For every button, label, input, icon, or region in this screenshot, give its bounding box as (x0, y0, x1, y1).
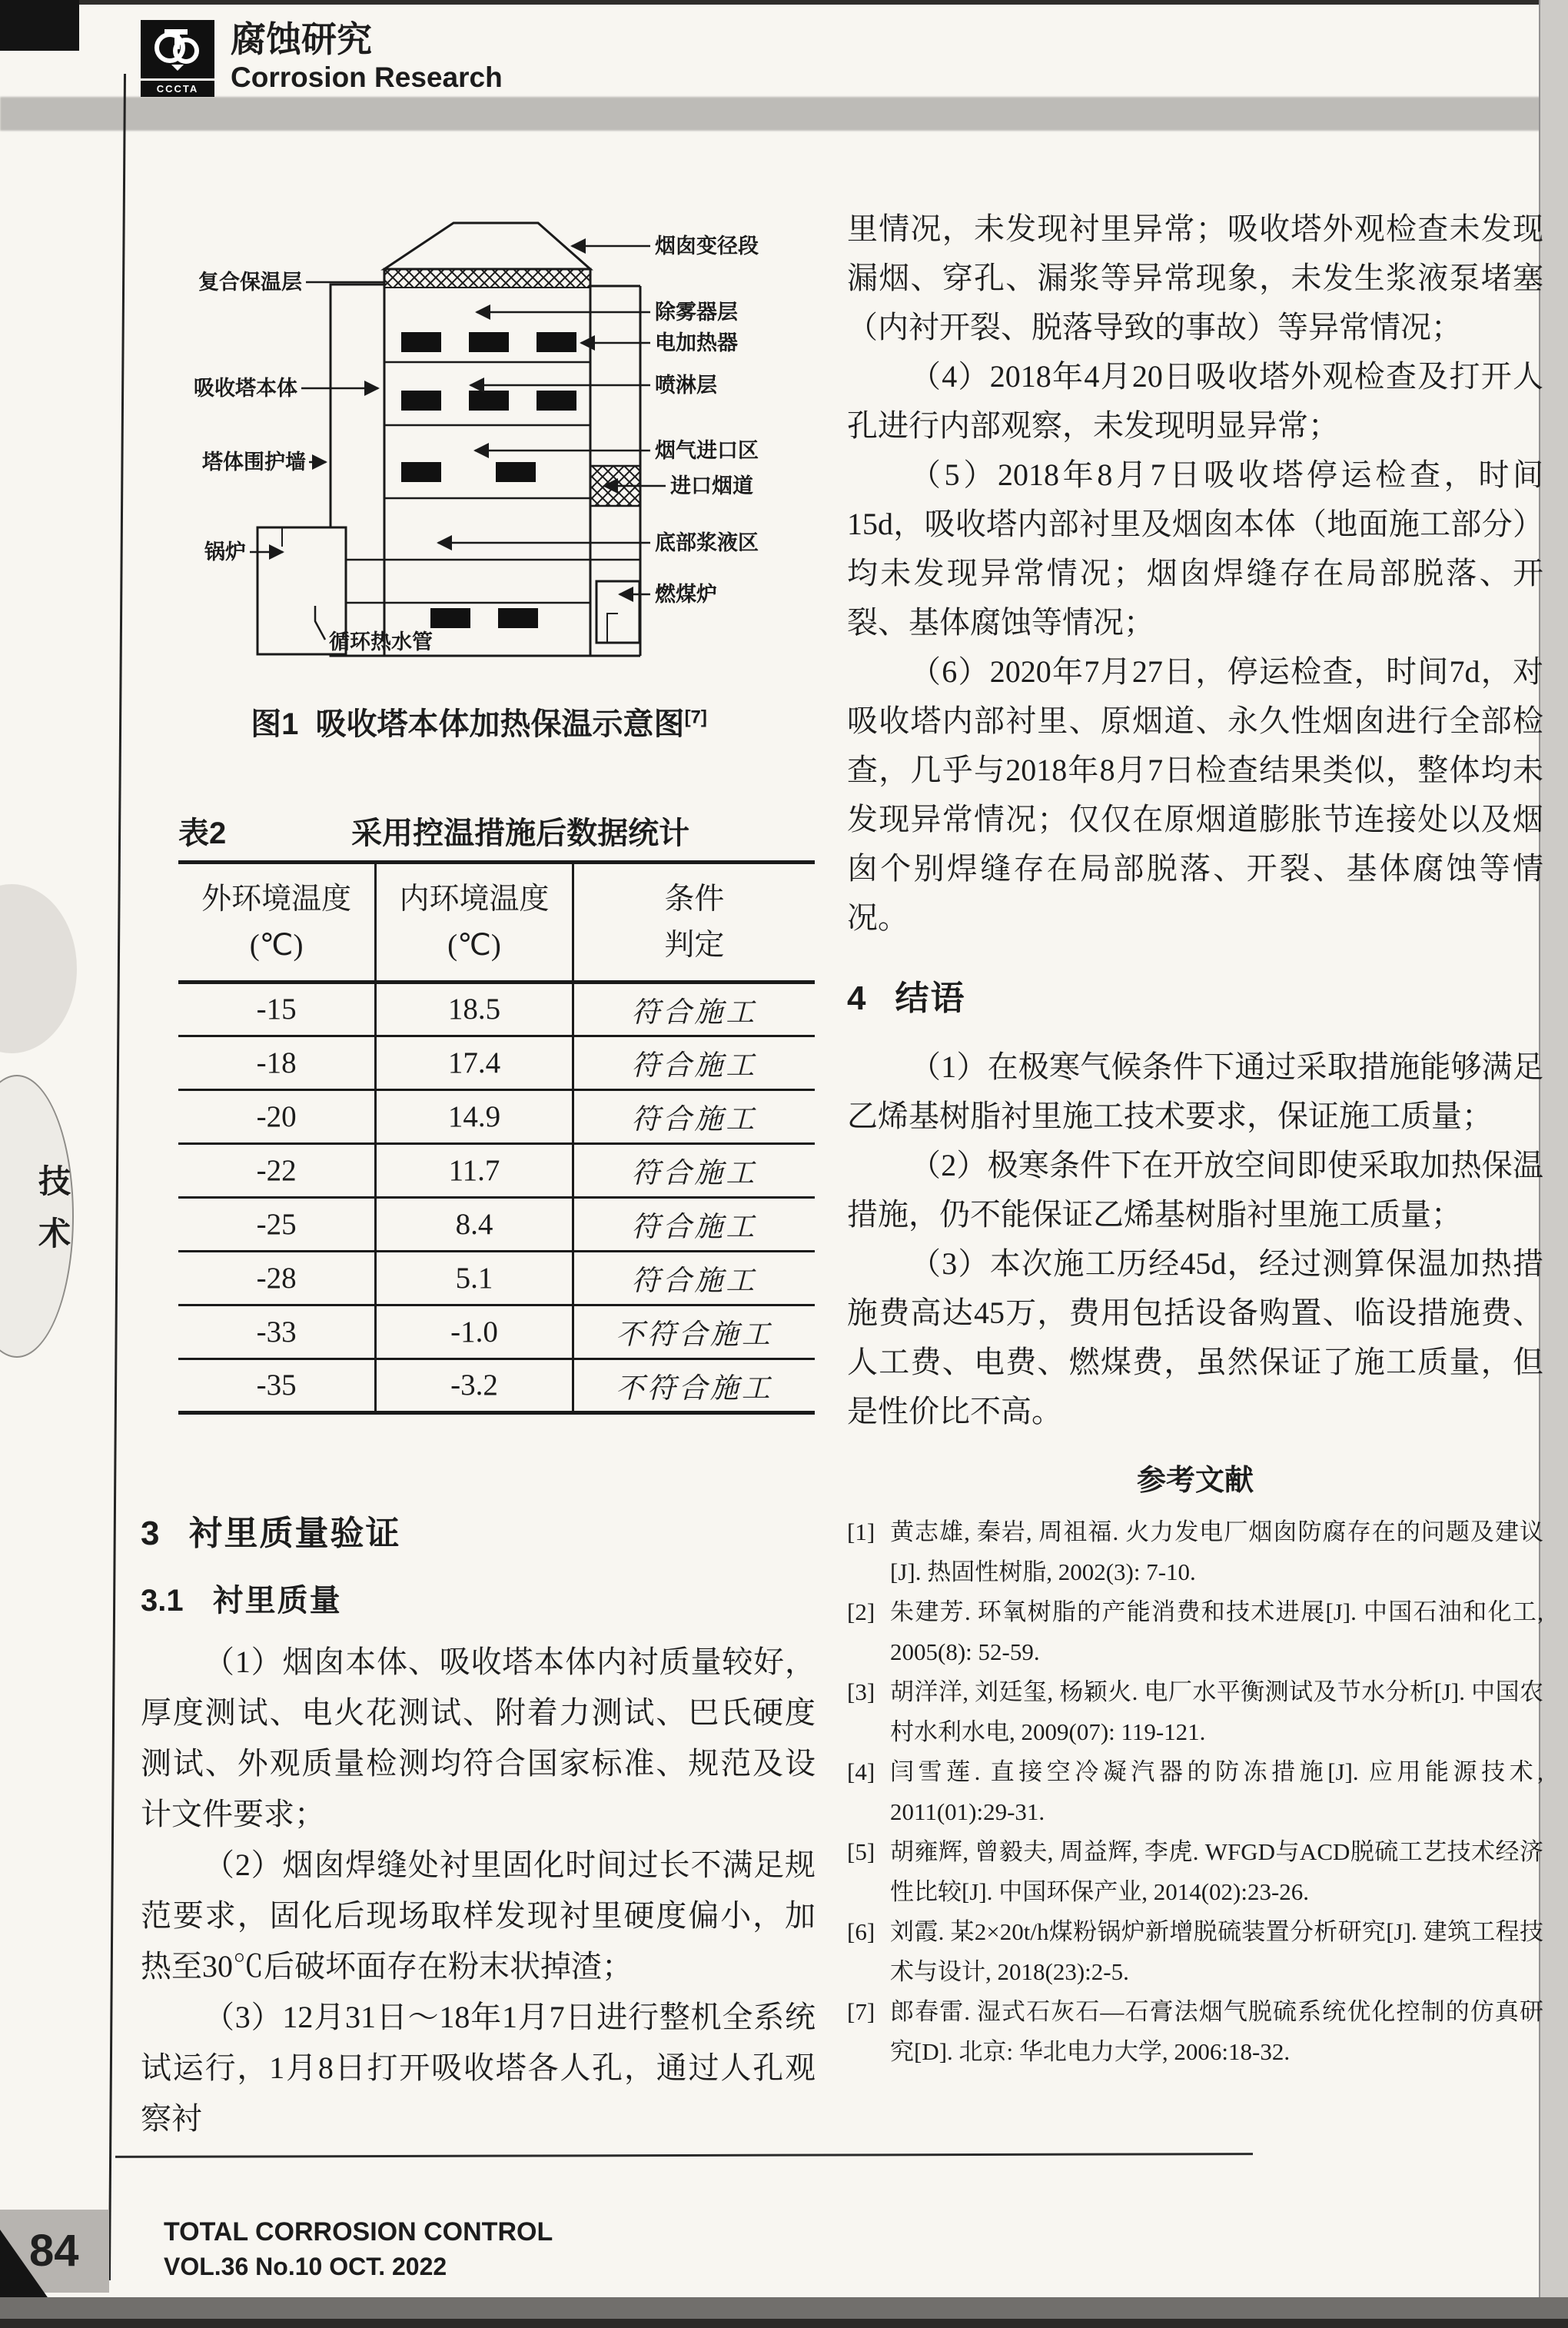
figure1-absorption-tower-diagram (108, 197, 815, 697)
body-paragraph: 里情况，未发现衬里异常；吸收塔外观检查未发现漏烟、穿孔、漏浆等异常现象，未发生浆液泵堵塞（内衬开裂、脱落导致的事故）等异常情况； (847, 211, 1543, 344)
reference-item (847, 1592, 1543, 1672)
cell: 符合施工 (573, 982, 815, 1036)
cell: -18 (178, 1036, 376, 1089)
reference-text: 胡洋洋, 刘廷玺, 杨颖火. 电厂水平衡测试及节水分析[J]. 中国农村水利水电, 2009(07): 119-121. (890, 1678, 1543, 1745)
body-paragraph: （1）烟囱本体、吸收塔本体内衬质量较好，厚度测试、电火花测试、附着力测试、巴氏硬度测试、外观质量检测均符合国家标准、规范及设计文件要求； (141, 1645, 816, 1831)
figure-label: 锅炉 (204, 540, 246, 564)
figure-label: 进口烟道 (670, 474, 753, 497)
table-row (178, 1197, 815, 1251)
journal-title-cn: 腐蚀研究 (231, 19, 372, 59)
col-header-inside-temp: 内环境温度 (℃) (376, 863, 573, 983)
cccta-logo-icon (141, 20, 214, 78)
journal-title-en: Corrosion Research (231, 62, 503, 93)
references-title: 参考文献 (1136, 1465, 1254, 1497)
figure-label: 循环热水管 (329, 630, 433, 654)
footer-volume: VOL.36 No.10 OCT. 2022 (164, 2253, 447, 2280)
table-row (178, 1251, 815, 1305)
figure-label: 复合保温层 (198, 271, 302, 294)
body-paragraph: （1）在极寒气候条件下通过采取措施能够满足乙烯基树脂衬里施工技术要求，保证施工质量； (847, 1049, 1543, 1133)
cell: 不符合施工 (615, 1372, 773, 1405)
body-paragraph: （4）2018年4月20日吸收塔外观检查及打开人孔进行内部观察，未发现明显异常； (847, 359, 1543, 443)
table-row (178, 1305, 815, 1359)
body-paragraph: （2）烟囱焊缝处衬里固化时间过长不满足规范要求，固化后现场取样发现衬里硬度偏小，加热至30℃后破坏面存在粉末状掉渣； (141, 1847, 816, 1984)
coal-furnace-shape (596, 581, 639, 643)
figure1-caption (141, 700, 817, 743)
reference-number: [1] (847, 1518, 875, 1545)
section31-title: 衬里质量 (212, 1584, 342, 1618)
section31-heading (141, 1576, 816, 1620)
page-number: 84 (0, 2210, 109, 2293)
body-paragraph: （3）本次施工历经45d，经过测算保温加热措施费高达45万，费用包括设备购置、临设措施费、人工费、电费、燃煤费，虽然保证了施工质量，但是性价比不高。 (847, 1246, 1543, 1428)
footer-journal-info (164, 2214, 553, 2283)
cell: -15 (178, 982, 376, 1036)
reference-text: 郎春雷. 湿式石灰石—石膏法烟气脱硫系统优化控制的仿真研究[D]. 北京: 华北电力大学, 2006:18-32. (890, 1998, 1543, 2065)
body-paragraph: （2）极寒条件下在开放空间即使采取加热保温措施，仍不能保证乙烯基树脂衬里施工质量； (847, 1148, 1543, 1232)
reference-item (847, 1912, 1543, 1992)
figure-label: 底部浆液区 (655, 531, 759, 554)
cell: 符合施工 (573, 1089, 815, 1143)
reference-text: 刘霞. 某2×20t/h煤粉锅炉新增脱硫装置分析研究[J]. 建筑工程技术与设计, 2018(23):2-5. (890, 1918, 1543, 1985)
footer-journal-name: TOTAL CORROSION CONTROL (164, 2217, 553, 2247)
cell: 8.4 (376, 1197, 573, 1251)
figure-label: 电加热器 (655, 331, 738, 354)
table-row (178, 1089, 815, 1143)
scan-top-edge (0, 0, 1568, 5)
cell: 符合施工 (573, 1197, 815, 1251)
reference-item (847, 1512, 1543, 1592)
cell: 14.9 (376, 1089, 573, 1143)
cell: -22 (178, 1143, 376, 1197)
cell: -3.2 (376, 1359, 573, 1412)
scan-corner-shadow (0, 0, 79, 51)
section3-heading (141, 1505, 816, 1555)
cell: -20 (178, 1089, 376, 1143)
cell: 17.4 (376, 1036, 573, 1089)
scan-bottom-edge-dark (0, 2319, 1568, 2328)
reference-number: [6] (847, 1918, 875, 1945)
reference-number: [3] (847, 1678, 875, 1705)
reference-item (847, 1672, 1543, 1752)
table-row (178, 1036, 815, 1089)
cell: 符合施工 (573, 1143, 815, 1197)
side-tab-technology (0, 1075, 74, 1358)
reference-number: [7] (847, 1998, 875, 2025)
section3-title: 衬里质量验证 (188, 1515, 401, 1552)
table2 (178, 860, 815, 1415)
figure-label: 吸收塔本体 (194, 377, 297, 400)
journal-logo (141, 20, 214, 97)
body-paragraph: （5）2018年8月7日吸收塔停运检查，时间15d，吸收塔内部衬里及烟囱本体（地面施工部分）均未发现异常情况；烟囱焊缝存在局部脱落、开裂、基体腐蚀等情况； (847, 457, 1543, 640)
cell: 5.1 (376, 1251, 573, 1305)
cell: 11.7 (376, 1143, 573, 1197)
cell: 18.5 (376, 982, 573, 1036)
table2-tag: 表2 (178, 816, 227, 850)
reference-item (847, 1752, 1543, 1832)
body-paragraph: （3）12月31日～18年1月7日进行整机全系统试运行，1月8日打开吸收塔各人孔，通过人孔观察衬 (141, 2000, 816, 2136)
cell: -35 (178, 1359, 376, 1412)
body-paragraph: （6）2020年7月27日，停运检查，时间7d，对吸收塔内部衬里、原烟道、永久性烟囱进行全部检查，几乎与2018年8月7日检查结果类似，整体均未发现异常情况；仅仅在原烟道膨胀节连接处以及烟囱个别焊缝存在局部脱落、开裂、基体腐蚀等情况。 (847, 654, 1543, 935)
figure1-caption-tag: 图1 (251, 707, 299, 741)
section31-number: 3.1 (141, 1584, 184, 1618)
table-row (178, 1359, 815, 1412)
table-row (178, 1143, 815, 1197)
reference-number: [2] (847, 1598, 875, 1625)
figure1-caption-text: 吸收塔本体加热保温示意图 (315, 707, 685, 741)
cell: -28 (178, 1251, 376, 1305)
right-text-column (847, 205, 1543, 2072)
figure-label: 喷淋层 (655, 374, 717, 397)
col-header-condition: 条件 判定 (573, 863, 815, 983)
cell: -1.0 (376, 1305, 573, 1359)
cell: 符合施工 (573, 1036, 815, 1089)
table2-title: 采用控温措施后数据统计 (351, 816, 690, 850)
reference-text: 胡雍辉, 曾毅夫, 周益辉, 李虎. WFGD与ACD脱硫工艺技术经济性比较[J]. 中国环保产业, 2014(02):23-26. (890, 1838, 1543, 1905)
chimney-transition-shape (384, 223, 590, 269)
figure-label: 烟囱变径段 (655, 234, 759, 258)
figure1-caption-ref: [7] (684, 707, 707, 728)
reference-text: 闫雪莲. 直接空冷凝汽器的防冻措施[J]. 应用能源技术, 2011(01):29-31. (890, 1758, 1543, 1825)
table2-block (178, 809, 815, 1415)
demister-band-shape (384, 269, 590, 288)
section4-number: 4 (847, 979, 866, 1017)
section4-heading (847, 970, 1543, 1019)
figure-label: 塔体围护墙 (202, 451, 306, 474)
cell: -25 (178, 1197, 376, 1251)
reference-number: [5] (847, 1838, 875, 1865)
reference-text: 朱建芳. 环氧树脂的产能消费和技术进展[J]. 中国石油和化工, 2005(8): 52-59. (890, 1598, 1543, 1665)
reference-text: 黄志雄, 秦岩, 周祖福. 火力发电厂烟囱防腐存在的问题及建议[J]. 热固性树脂, 2002(3): 7-10. (890, 1518, 1543, 1585)
col-header-outside-temp: 外环境温度 (℃) (178, 863, 376, 983)
reference-item (847, 1992, 1543, 2072)
scan-gray-band (0, 97, 1568, 131)
table-row (178, 982, 815, 1036)
left-text-column (141, 1505, 816, 2144)
section4-title: 结语 (895, 979, 966, 1017)
reference-item (847, 1832, 1543, 1912)
reference-number: [4] (847, 1758, 875, 1785)
footer-divider (115, 2153, 1253, 2158)
figure-label: 除雾器层 (655, 301, 738, 324)
figure-label: 燃煤炉 (655, 583, 717, 606)
cell: 不符合施工 (573, 1305, 815, 1359)
side-tab-label: 技术 (35, 1164, 71, 1269)
table-header-row (178, 863, 815, 983)
scan-smudge (0, 884, 77, 1053)
cell: -33 (178, 1305, 376, 1359)
cell: 符合施工 (573, 1251, 815, 1305)
logo-cccta-label: CCCTA (141, 81, 214, 97)
section3-number: 3 (141, 1515, 160, 1552)
figure-label: 烟气进口区 (655, 439, 759, 462)
